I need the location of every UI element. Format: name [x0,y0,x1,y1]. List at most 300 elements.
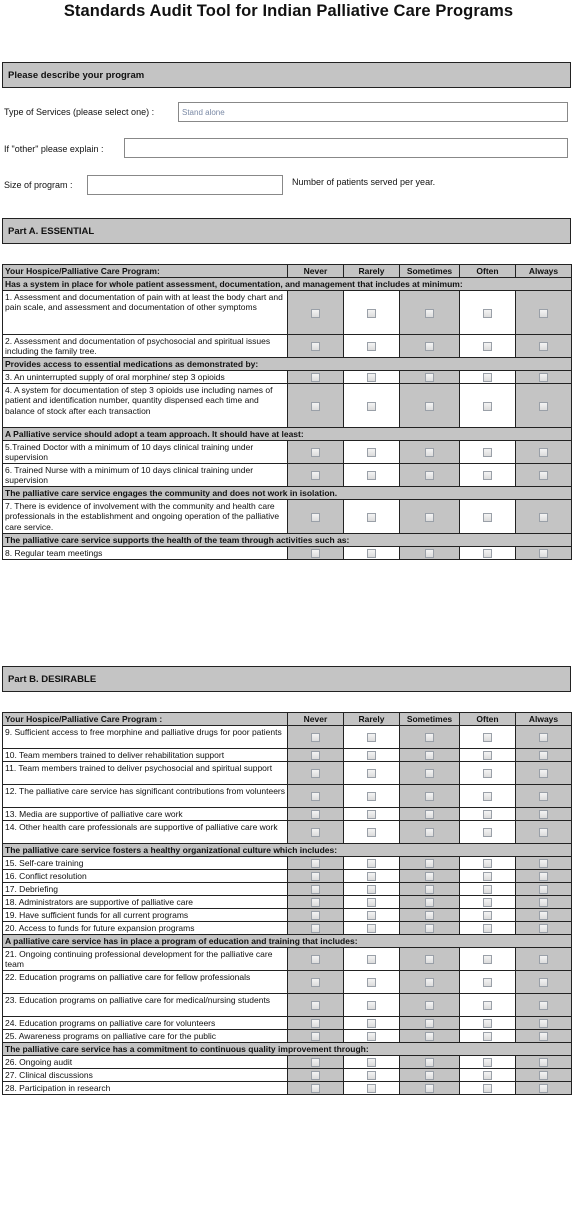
rarely-cell [344,808,400,821]
question-text: 16. Conflict resolution [3,870,288,883]
always-checkbox[interactable] [539,1001,548,1010]
sometimes-cell [400,994,460,1017]
sometimes-checkbox[interactable] [425,955,434,964]
never-cell [288,762,344,785]
sometimes-checkbox[interactable] [425,792,434,801]
part-a-table [2,264,572,560]
never-cell [288,1030,344,1043]
always-checkbox[interactable] [539,898,548,907]
never-checkbox[interactable] [311,448,320,457]
category-row [3,935,572,948]
rarely-cell [344,291,400,335]
often-checkbox[interactable] [483,402,492,411]
sometimes-checkbox[interactable] [425,1019,434,1028]
never-checkbox[interactable] [311,955,320,964]
question-text: 11. Team members trained to deliver psychosocial and spiritual support [3,762,288,785]
always-cell [516,384,572,428]
question-text: 2. Assessment and documentation of psychosocial and spiritual issues including the family tree. [3,335,288,358]
question-text: 27. Clinical discussions [3,1069,288,1082]
rarely-cell [344,785,400,808]
often-checkbox[interactable] [483,549,492,558]
often-cell [460,371,516,384]
rarely-checkbox[interactable] [367,373,376,382]
always-checkbox[interactable] [539,342,548,351]
often-cell [460,547,516,560]
question-row [3,500,572,534]
col-rarely-header: Rarely [344,265,400,278]
part-b-table-label: Your Hospice/Palliative Care Program : [3,713,288,726]
rarely-cell [344,883,400,896]
other-explain-input[interactable] [124,138,568,158]
sometimes-cell [400,1082,460,1095]
type-of-services-select[interactable]: Stand alone [178,102,568,122]
always-checkbox[interactable] [539,828,548,837]
often-checkbox[interactable] [483,309,492,318]
rarely-cell [344,464,400,487]
sometimes-checkbox[interactable] [425,885,434,894]
never-cell [288,857,344,870]
rarely-checkbox[interactable] [367,448,376,457]
part-b-header: Part B. DESIRABLE [2,666,571,692]
rarely-checkbox[interactable] [367,402,376,411]
rarely-cell [344,1082,400,1095]
always-checkbox[interactable] [539,373,548,382]
category-row [3,487,572,500]
often-cell [460,808,516,821]
sometimes-checkbox[interactable] [425,1071,434,1080]
sometimes-checkbox[interactable] [425,1084,434,1093]
rarely-checkbox[interactable] [367,872,376,881]
often-cell [460,749,516,762]
always-checkbox[interactable] [539,885,548,894]
sometimes-checkbox[interactable] [425,872,434,881]
never-checkbox[interactable] [311,733,320,742]
never-cell [288,994,344,1017]
sometimes-checkbox[interactable] [425,1032,434,1041]
never-cell [288,922,344,935]
sometimes-checkbox[interactable] [425,448,434,457]
never-cell [288,500,344,534]
always-checkbox[interactable] [539,769,548,778]
sometimes-checkbox[interactable] [425,733,434,742]
question-row [3,971,572,994]
always-cell [516,994,572,1017]
question-text: 28. Participation in research [3,1082,288,1095]
often-checkbox[interactable] [483,1058,492,1067]
rarely-checkbox[interactable] [367,955,376,964]
question-text: 24. Education programs on palliative care for volunteers [3,1017,288,1030]
sometimes-cell [400,922,460,935]
always-checkbox[interactable] [539,792,548,801]
question-row [3,922,572,935]
often-cell [460,785,516,808]
always-checkbox[interactable] [539,1032,548,1041]
often-checkbox[interactable] [483,733,492,742]
never-checkbox[interactable] [311,828,320,837]
sometimes-cell [400,749,460,762]
never-cell [288,384,344,428]
sometimes-cell [400,785,460,808]
always-checkbox[interactable] [539,911,548,920]
never-checkbox[interactable] [311,1084,320,1093]
always-checkbox[interactable] [539,1019,548,1028]
sometimes-checkbox[interactable] [425,471,434,480]
never-cell [288,749,344,762]
question-row [3,371,572,384]
never-checkbox[interactable] [311,924,320,933]
often-cell [460,1069,516,1082]
never-cell [288,291,344,335]
never-cell [288,1056,344,1069]
rarely-cell [344,971,400,994]
col-always-header: Always [516,265,572,278]
sometimes-cell [400,762,460,785]
often-cell [460,335,516,358]
rarely-checkbox[interactable] [367,309,376,318]
sometimes-checkbox[interactable] [425,309,434,318]
sometimes-cell [400,896,460,909]
rarely-cell [344,1069,400,1082]
sometimes-cell [400,441,460,464]
question-row [3,948,572,971]
never-checkbox[interactable] [311,402,320,411]
sometimes-checkbox[interactable] [425,828,434,837]
never-cell [288,785,344,808]
often-cell [460,857,516,870]
sometimes-cell [400,384,460,428]
never-checkbox[interactable] [311,1071,320,1080]
question-text: 17. Debriefing [3,883,288,896]
often-checkbox[interactable] [483,513,492,522]
often-cell [460,726,516,749]
always-checkbox[interactable] [539,1084,548,1093]
always-cell [516,547,572,560]
often-checkbox[interactable] [483,978,492,987]
sometimes-checkbox[interactable] [425,751,434,760]
sometimes-cell [400,726,460,749]
always-checkbox[interactable] [539,309,548,318]
sometimes-cell [400,948,460,971]
question-text: 10. Team members trained to deliver rehabilitation support [3,749,288,762]
rarely-cell [344,870,400,883]
never-checkbox[interactable] [311,1058,320,1067]
rarely-checkbox[interactable] [367,549,376,558]
never-cell [288,909,344,922]
never-cell [288,371,344,384]
sometimes-checkbox[interactable] [425,911,434,920]
always-checkbox[interactable] [539,402,548,411]
sometimes-checkbox[interactable] [425,342,434,351]
often-checkbox[interactable] [483,1001,492,1010]
often-cell [460,821,516,844]
rarely-checkbox[interactable] [367,828,376,837]
never-checkbox[interactable] [311,373,320,382]
often-checkbox[interactable] [483,373,492,382]
never-cell [288,1082,344,1095]
often-checkbox[interactable] [483,1019,492,1028]
never-cell [288,1069,344,1082]
never-cell [288,883,344,896]
describe-section-header: Please describe your program [2,62,571,88]
rarely-checkbox[interactable] [367,1001,376,1010]
never-checkbox[interactable] [311,885,320,894]
sometimes-checkbox[interactable] [425,924,434,933]
often-checkbox[interactable] [483,924,492,933]
always-checkbox[interactable] [539,733,548,742]
never-checkbox[interactable] [311,751,320,760]
sometimes-cell [400,1017,460,1030]
never-checkbox[interactable] [311,872,320,881]
rarely-cell [344,371,400,384]
rarely-checkbox[interactable] [367,911,376,920]
question-row [3,994,572,1017]
category-heading: A palliative care service has in place a program of education and training that includes: [3,935,572,948]
category-row [3,534,572,547]
often-checkbox[interactable] [483,1084,492,1093]
often-cell [460,291,516,335]
sometimes-checkbox[interactable] [425,513,434,522]
question-text: 14. Other health care professionals are supportive of palliative care work [3,821,288,844]
sometimes-checkbox[interactable] [425,402,434,411]
often-checkbox[interactable] [483,885,492,894]
sometimes-cell [400,371,460,384]
col-sometimes-header: Sometimes [400,713,460,726]
col-sometimes-header: Sometimes [400,265,460,278]
often-checkbox[interactable] [483,751,492,760]
sometimes-checkbox[interactable] [425,373,434,382]
sometimes-checkbox[interactable] [425,1058,434,1067]
col-never-header: Never [288,713,344,726]
always-checkbox[interactable] [539,513,548,522]
never-cell [288,335,344,358]
sometimes-checkbox[interactable] [425,898,434,907]
col-often-header: Often [460,265,516,278]
rarely-checkbox[interactable] [367,1032,376,1041]
often-checkbox[interactable] [483,872,492,881]
sometimes-cell [400,870,460,883]
other-explain-label: If "other" please explain : [4,144,104,154]
often-checkbox[interactable] [483,471,492,480]
never-cell [288,464,344,487]
sometimes-checkbox[interactable] [425,859,434,868]
rarely-checkbox[interactable] [367,342,376,351]
sometimes-checkbox[interactable] [425,549,434,558]
category-heading: Has a system in place for whole patient assessment, documentation, and management that includes at minimum: [3,278,572,291]
question-row [3,870,572,883]
question-row [3,384,572,428]
question-text: 6. Trained Nurse with a minimum of 10 days clinical training under supervision [3,464,288,487]
always-cell [516,371,572,384]
size-of-program-input[interactable] [87,175,283,195]
always-checkbox[interactable] [539,448,548,457]
rarely-checkbox[interactable] [367,1058,376,1067]
often-checkbox[interactable] [483,955,492,964]
col-rarely-header: Rarely [344,713,400,726]
rarely-cell [344,821,400,844]
always-checkbox[interactable] [539,859,548,868]
question-text: 7. There is evidence of involvement with the community and health care professionals in the establishment and ongoing operation of the palliative care service. [3,500,288,534]
rarely-checkbox[interactable] [367,859,376,868]
rarely-cell [344,948,400,971]
sometimes-checkbox[interactable] [425,810,434,819]
often-cell [460,994,516,1017]
never-checkbox[interactable] [311,342,320,351]
always-cell [516,762,572,785]
often-checkbox[interactable] [483,810,492,819]
category-row [3,1043,572,1056]
often-checkbox[interactable] [483,859,492,868]
rarely-checkbox[interactable] [367,898,376,907]
often-checkbox[interactable] [483,769,492,778]
rarely-checkbox[interactable] [367,1019,376,1028]
never-checkbox[interactable] [311,1032,320,1041]
sometimes-cell [400,909,460,922]
rarely-cell [344,547,400,560]
question-row [3,1030,572,1043]
rarely-checkbox[interactable] [367,1084,376,1093]
question-text: 9. Sufficient access to free morphine and palliative drugs for poor patients [3,726,288,749]
always-cell [516,726,572,749]
always-checkbox[interactable] [539,471,548,480]
never-checkbox[interactable] [311,898,320,907]
question-text: 8. Regular team meetings [3,547,288,560]
rarely-cell [344,500,400,534]
never-checkbox[interactable] [311,1019,320,1028]
sometimes-cell [400,547,460,560]
rarely-checkbox[interactable] [367,769,376,778]
always-checkbox[interactable] [539,549,548,558]
always-cell [516,1030,572,1043]
always-cell [516,749,572,762]
often-cell [460,464,516,487]
question-text: 13. Media are supportive of palliative care work [3,808,288,821]
never-cell [288,971,344,994]
often-cell [460,971,516,994]
always-checkbox[interactable] [539,955,548,964]
never-checkbox[interactable] [311,978,320,987]
always-cell [516,870,572,883]
never-checkbox[interactable] [311,1001,320,1010]
often-cell [460,441,516,464]
rarely-cell [344,762,400,785]
often-cell [460,948,516,971]
rarely-checkbox[interactable] [367,733,376,742]
col-often-header: Often [460,713,516,726]
type-of-services-label: Type of Services (please select one) : [4,107,155,117]
sometimes-checkbox[interactable] [425,978,434,987]
sometimes-checkbox[interactable] [425,769,434,778]
rarely-cell [344,749,400,762]
never-checkbox[interactable] [311,309,320,318]
question-text: 12. The palliative care service has significant contributions from volunteers [3,785,288,808]
never-checkbox[interactable] [311,513,320,522]
always-checkbox[interactable] [539,751,548,760]
never-checkbox[interactable] [311,911,320,920]
question-row [3,808,572,821]
rarely-checkbox[interactable] [367,978,376,987]
often-checkbox[interactable] [483,1071,492,1080]
question-row [3,335,572,358]
never-checkbox[interactable] [311,810,320,819]
question-row [3,464,572,487]
question-text: 18. Administrators are supportive of palliative care [3,896,288,909]
always-checkbox[interactable] [539,924,548,933]
rarely-checkbox[interactable] [367,792,376,801]
often-cell [460,922,516,935]
often-checkbox[interactable] [483,828,492,837]
never-checkbox[interactable] [311,792,320,801]
col-never-header: Never [288,265,344,278]
question-text: 25. Awareness programs on palliative care for the public [3,1030,288,1043]
always-checkbox[interactable] [539,872,548,881]
always-cell [516,1056,572,1069]
part-a-header: Part A. ESSENTIAL [2,218,571,244]
rarely-checkbox[interactable] [367,1071,376,1080]
rarely-cell [344,896,400,909]
often-checkbox[interactable] [483,448,492,457]
rarely-checkbox[interactable] [367,513,376,522]
always-checkbox[interactable] [539,1071,548,1080]
rarely-checkbox[interactable] [367,810,376,819]
often-checkbox[interactable] [483,911,492,920]
sometimes-checkbox[interactable] [425,1001,434,1010]
often-checkbox[interactable] [483,342,492,351]
often-checkbox[interactable] [483,1032,492,1041]
never-checkbox[interactable] [311,549,320,558]
rarely-checkbox[interactable] [367,471,376,480]
often-checkbox[interactable] [483,792,492,801]
rarely-cell [344,335,400,358]
never-cell [288,441,344,464]
question-text: 3. An uninterrupted supply of oral morphine/ step 3 opioids [3,371,288,384]
rarely-checkbox[interactable] [367,751,376,760]
rarely-checkbox[interactable] [367,885,376,894]
question-text: 15. Self-care training [3,857,288,870]
always-checkbox[interactable] [539,810,548,819]
part-a-table-label: Your Hospice/Palliative Care Program: [3,265,288,278]
often-cell [460,870,516,883]
category-heading: A Palliative service should adopt a team approach. It should have at least: [3,428,572,441]
question-row [3,1056,572,1069]
sometimes-cell [400,821,460,844]
never-checkbox[interactable] [311,859,320,868]
always-cell [516,291,572,335]
question-row [3,762,572,785]
never-checkbox[interactable] [311,769,320,778]
rarely-cell [344,384,400,428]
question-text: 22. Education programs on palliative care for fellow professionals [3,971,288,994]
always-cell [516,821,572,844]
always-cell [516,971,572,994]
sometimes-cell [400,1069,460,1082]
question-row [3,785,572,808]
always-checkbox[interactable] [539,1058,548,1067]
question-row [3,896,572,909]
always-checkbox[interactable] [539,978,548,987]
category-row [3,428,572,441]
often-checkbox[interactable] [483,898,492,907]
question-row [3,857,572,870]
question-text: 23. Education programs on palliative care for medical/nursing students [3,994,288,1017]
often-cell [460,1017,516,1030]
always-cell [516,441,572,464]
never-checkbox[interactable] [311,471,320,480]
rarely-checkbox[interactable] [367,924,376,933]
sometimes-cell [400,971,460,994]
question-text: 21. Ongoing continuing professional development for the palliative care team [3,948,288,971]
sometimes-cell [400,291,460,335]
never-cell [288,1017,344,1030]
